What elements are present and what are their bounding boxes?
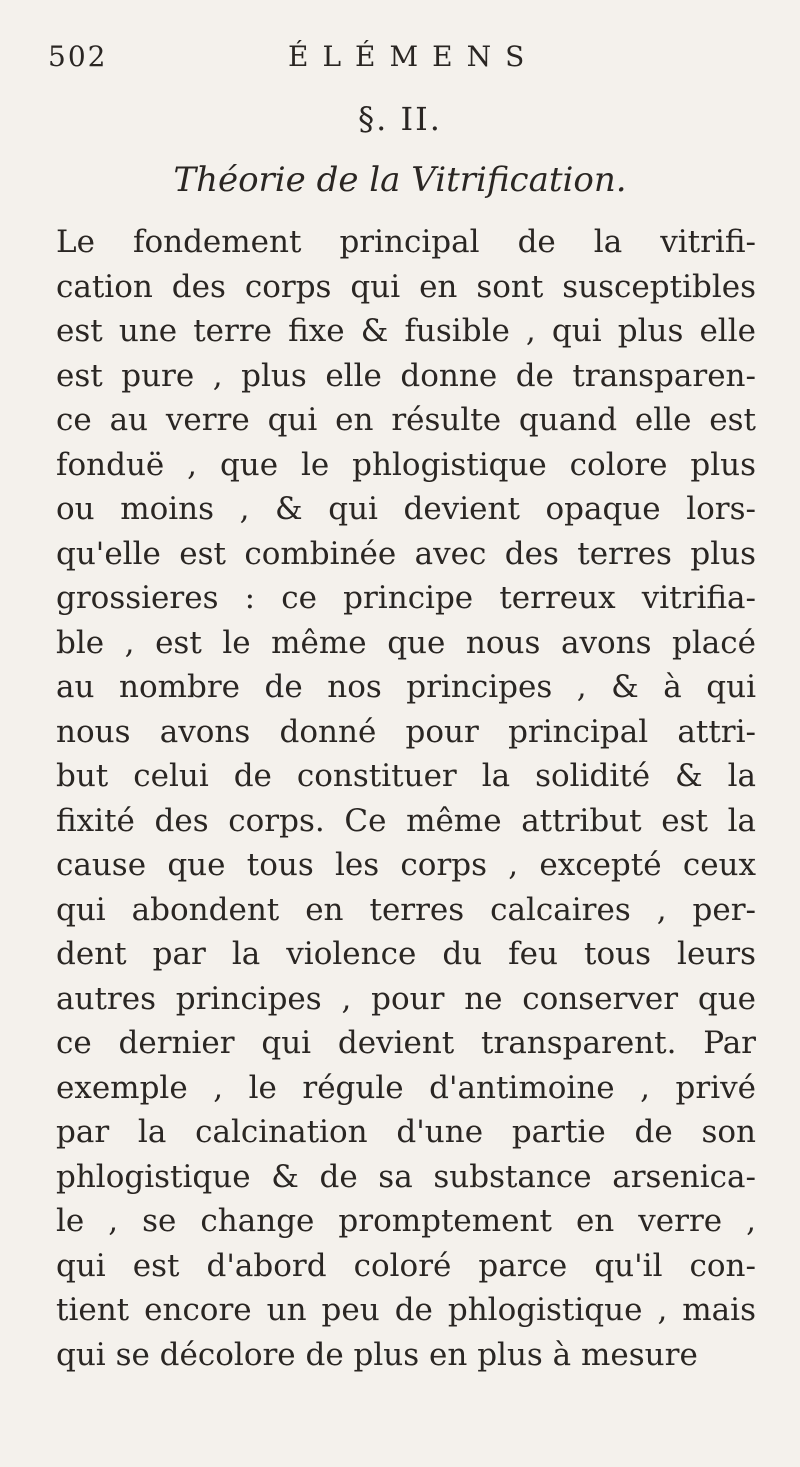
page-number: 502 [48,40,108,73]
section-number: §. II. [358,100,442,138]
text-line: dent par la violence du feu tous leurs [56,936,756,972]
text-line: phlogistique & de sa substance arsenica- [56,1158,756,1195]
running-title: ÉLÉMENS [288,40,539,73]
text-line: ou moins , & qui devient opaque lors- [56,491,756,527]
body-text [56,220,756,1377]
text-line: autres principes , pour ne conserver que [56,980,756,1017]
text-line: cation des corps qui en sont susceptibles [56,268,756,305]
text-line: qu'elle est combinée avec des terres plus [56,535,756,572]
text-line: but celui de constituer la solidité & la [56,758,756,794]
text-line: qui est d'abord coloré parce qu'il con- [56,1247,756,1284]
text-line: exemple , le régule d'antimoine , privé [56,1069,756,1106]
text-line: tient encore un peu de phlogistique , mais [56,1292,756,1328]
running-head [48,40,748,80]
text-line: ce dernier qui devient transparent. Par [56,1025,756,1061]
text-line: nous avons donné pour principal attri- [56,713,756,750]
section-title: Théorie de la Vitrification. [173,160,627,200]
text-line: qui se décolore de plus en plus à mesure [56,1336,698,1373]
text-line: fixité des corps. Ce même attribut est la [56,802,756,839]
text-line: est une terre fixe & fusible , qui plus elle [56,313,756,349]
text-line: ce au verre qui en résulte quand elle est [56,402,756,438]
text-line: par la calcination d'une partie de son [56,1114,756,1150]
text-line: cause que tous les corps , excepté ceux [56,847,756,883]
text-line: ble , est le même que nous avons placé [56,624,756,661]
text-line: est pure , plus elle donne de transparen- [56,357,756,394]
text-line: Le fondement principal de la vitrifi- [56,224,756,260]
text-line: qui abondent en terres calcaires , per- [56,891,756,928]
text-line: au nombre de nos principes , & à qui [56,669,756,705]
text-line: le , se change promptement en verre , [56,1203,756,1239]
text-line: grossieres : ce principe terreux vitrifia- [56,580,756,616]
text-line: fonduë , que le phlogistique colore plus [56,446,756,483]
